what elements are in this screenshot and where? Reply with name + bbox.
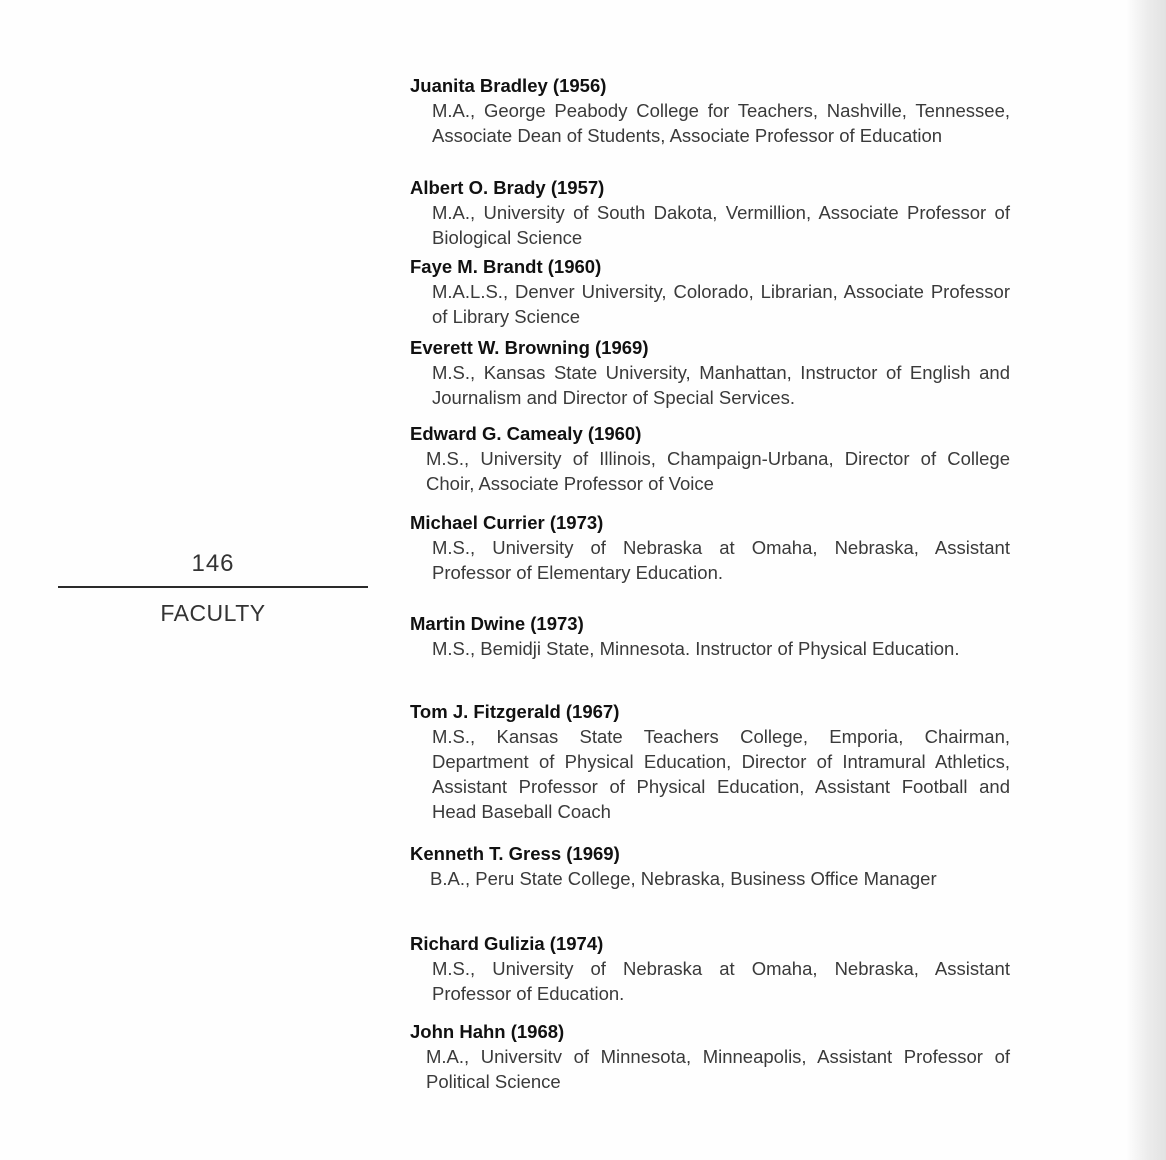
faculty-name: Richard Gulizia (1974) <box>410 933 604 954</box>
section-label: FACULTY <box>160 600 266 626</box>
faculty-description: M.S., University of Nebraska at Omaha, Nebraska, Assistant Professor of Education. <box>432 958 1010 1004</box>
faculty-entry <box>410 255 1020 329</box>
faculty-entry <box>410 176 1020 250</box>
faculty-entry <box>410 700 1020 824</box>
faculty-description: M.S., University of Illinois, Champaign-Urbana, Director of College Choir, Associate Professor of Voice <box>426 448 1010 494</box>
faculty-entry <box>410 612 1020 661</box>
faculty-description: M.A., University of South Dakota, Vermillion, Associate Professor of Biological Science <box>432 202 1010 248</box>
faculty-description: M.S., Bemidji State, Minnesota. Instructor of Physical Education. <box>432 638 960 659</box>
faculty-name: Kenneth T. Gress (1969) <box>410 843 620 864</box>
faculty-description: M.S., University of Nebraska at Omaha, Nebraska, Assistant Professor of Elementary Education. <box>432 537 1010 583</box>
faculty-name: Michael Currier (1973) <box>410 512 604 533</box>
faculty-description: M.A., Universitv of Minnesota, Minneapolis, Assistant Professor of Political Science <box>426 1046 1010 1092</box>
faculty-entry <box>410 422 1020 496</box>
faculty-description: M.S., Kansas State Teachers College, Emporia, Chairman, Department of Physical Education, Director of Intramural Athletics, Assistant Professor of Physical Education, Assistant Football and Head Baseball Coach <box>432 726 1010 822</box>
faculty-name: Edward G. Camealy (1960) <box>410 423 642 444</box>
faculty-name: Faye M. Brandt (1960) <box>410 256 602 277</box>
faculty-name: Everett W. Browning (1969) <box>410 337 649 358</box>
faculty-entry <box>410 511 1020 585</box>
faculty-description: B.A., Peru State College, Nebraska, Business Office Manager <box>430 868 937 889</box>
faculty-name: John Hahn (1968) <box>410 1021 565 1042</box>
faculty-description: M.S., Kansas State University, Manhattan, Instructor of English and Journalism and Director of Special Services. <box>432 362 1010 408</box>
faculty-description: M.A.L.S., Denver University, Colorado, Librarian, Associate Professor of Library Science <box>432 281 1010 327</box>
faculty-entry <box>410 842 1020 891</box>
faculty-name: Juanita Bradley (1956) <box>410 75 607 96</box>
faculty-name: Albert O. Brady (1957) <box>410 177 605 198</box>
faculty-name: Martin Dwine (1973) <box>410 613 584 634</box>
faculty-entry <box>410 74 1020 148</box>
faculty-description: M.A., George Peabody College for Teachers, Nashville, Tennessee, Associate Dean of Students, Associate Professor of Education <box>432 100 1010 146</box>
faculty-entry <box>410 932 1020 1006</box>
page-edge-shadow <box>1126 0 1166 1160</box>
margin-rule <box>58 586 368 588</box>
faculty-entry <box>410 1020 1020 1094</box>
faculty-entry <box>410 336 1020 410</box>
page-margin-header <box>58 549 368 628</box>
page-number: 146 <box>191 550 235 577</box>
faculty-name: Tom J. Fitzgerald (1967) <box>410 701 620 722</box>
